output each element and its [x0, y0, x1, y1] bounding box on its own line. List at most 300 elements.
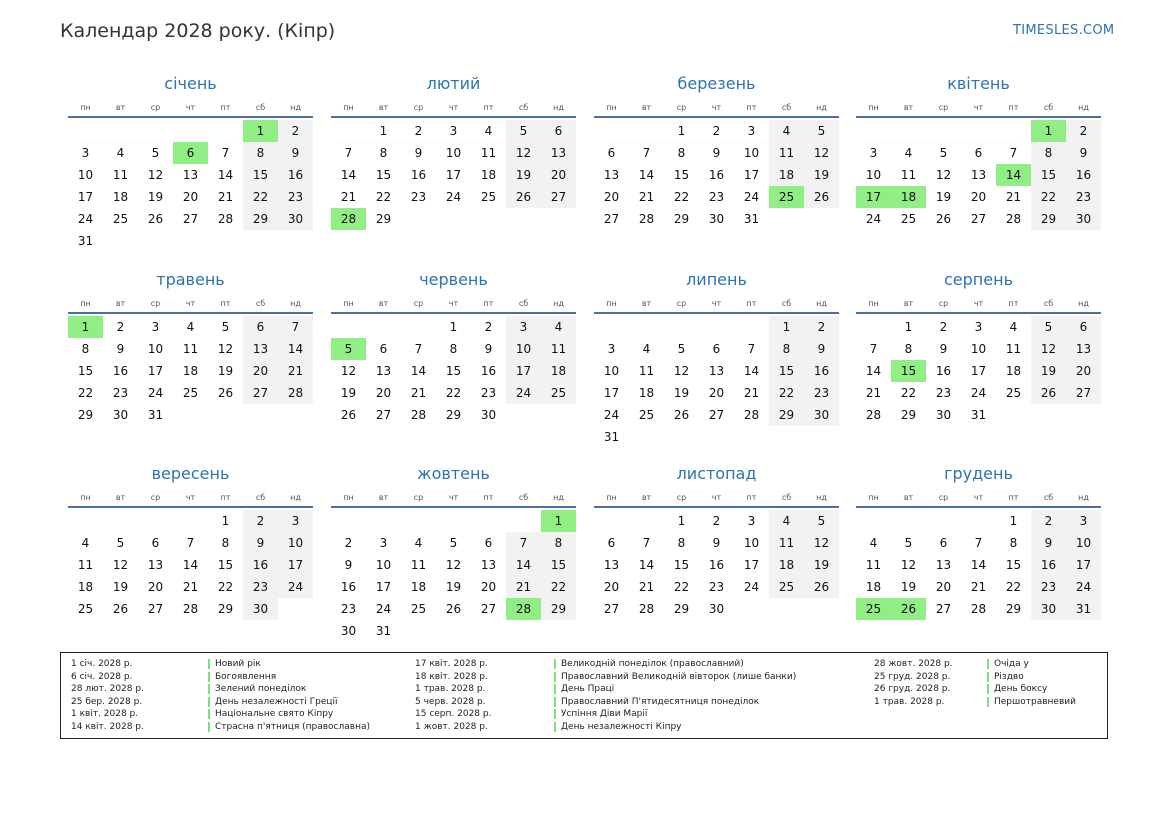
- legend-holiday-name: День незалежності Греції: [208, 697, 338, 707]
- day-cell: 1: [904, 320, 913, 334]
- weekday-label: чт: [448, 493, 459, 502]
- day-cell: 26: [804, 576, 839, 598]
- weekday-label: ср: [413, 493, 424, 502]
- day-cell: 22: [900, 386, 917, 400]
- day-cell: 27: [970, 212, 987, 226]
- day-cell: 17: [147, 364, 164, 378]
- day-cell: 24: [743, 580, 760, 594]
- day-cell: 13: [243, 338, 278, 360]
- day-cell: 19: [112, 580, 129, 594]
- month-block: [856, 73, 1101, 230]
- holiday-day: 17: [856, 186, 891, 208]
- day-cell: 30: [1031, 598, 1066, 620]
- day-cell: 29: [217, 602, 234, 616]
- legend-holiday-name: Успіння Діви Марії: [554, 709, 647, 719]
- day-cell: 15: [541, 554, 576, 576]
- day-cell: 2: [116, 320, 125, 334]
- weekday-label: чт: [711, 103, 722, 112]
- day-cell: 12: [340, 364, 357, 378]
- day-cell: 25: [182, 386, 199, 400]
- empty-cell: [138, 120, 173, 142]
- day-cell: 12: [1031, 338, 1066, 360]
- day-cell: 25: [480, 190, 497, 204]
- day-cell: 7: [642, 536, 651, 550]
- day-cell: 31: [743, 212, 760, 226]
- month-name: квітень: [947, 74, 1010, 93]
- day-cell: 13: [375, 364, 392, 378]
- day-cell: 6: [607, 146, 616, 160]
- day-cell: 10: [375, 558, 392, 572]
- weekday-label: ср: [938, 299, 949, 308]
- day-cell: 16: [804, 360, 839, 382]
- empty-cell: [856, 510, 891, 532]
- day-cell: 28: [1005, 212, 1022, 226]
- weekday-label: ср: [938, 103, 949, 112]
- day-cell: 21: [278, 360, 313, 382]
- day-cell: 18: [112, 190, 129, 204]
- day-cell: 8: [243, 142, 278, 164]
- day-cell: 28: [217, 212, 234, 226]
- day-cell: 12: [900, 558, 917, 572]
- day-cell: 10: [506, 338, 541, 360]
- weekday-label: вт: [115, 299, 126, 308]
- day-cell: 16: [243, 554, 278, 576]
- weekday-label: сб: [781, 103, 792, 112]
- day-cell: 2: [278, 120, 313, 142]
- day-cell: 4: [484, 124, 493, 138]
- day-cell: 6: [484, 536, 493, 550]
- weekday-label: нд: [816, 103, 827, 112]
- day-cell: 12: [217, 342, 234, 356]
- day-cell: 1: [221, 514, 230, 528]
- month-name: липень: [686, 270, 747, 289]
- day-cell: 10: [603, 364, 620, 378]
- day-cell: 28: [865, 408, 882, 422]
- day-cell: 24: [147, 386, 164, 400]
- day-cell: 21: [638, 190, 655, 204]
- weekday-label: пт: [1008, 493, 1019, 502]
- day-cell: 23: [1031, 576, 1066, 598]
- day-cell: 21: [340, 190, 357, 204]
- day-cell: 6: [541, 120, 576, 142]
- day-cell: 29: [1031, 208, 1066, 230]
- day-cell: 10: [865, 168, 882, 182]
- weekday-label: пн: [868, 493, 879, 502]
- holiday-day: 26: [891, 598, 926, 620]
- legend-date: 1 квіт. 2028 р.: [71, 709, 139, 719]
- day-cell: 11: [541, 338, 576, 360]
- legend-date: 6 січ. 2028 р.: [71, 671, 133, 682]
- weekday-label: вт: [115, 493, 126, 502]
- day-cell: 4: [1009, 320, 1018, 334]
- weekday-label: пт: [1008, 299, 1019, 308]
- day-cell: 25: [1005, 386, 1022, 400]
- weekday-label: чт: [448, 103, 459, 112]
- day-cell: 16: [340, 580, 357, 594]
- day-cell: 11: [410, 558, 427, 572]
- holiday-day: 15: [891, 360, 926, 382]
- day-cell: 12: [506, 142, 541, 164]
- day-cell: 18: [769, 554, 804, 576]
- day-cell: 5: [221, 320, 230, 334]
- day-cell: 17: [445, 168, 462, 182]
- day-cell: 29: [900, 408, 917, 422]
- empty-cell: [366, 316, 401, 338]
- day-cell: 3: [1066, 510, 1101, 532]
- day-cell: 24: [970, 386, 987, 400]
- day-cell: 22: [217, 580, 234, 594]
- day-cell: 23: [708, 190, 725, 204]
- day-cell: 29: [673, 602, 690, 616]
- weekday-label: вт: [641, 493, 652, 502]
- weekday-label: пн: [80, 299, 91, 308]
- holiday-day: 14: [996, 164, 1031, 186]
- day-cell: 7: [344, 146, 353, 160]
- day-cell: 9: [484, 342, 493, 356]
- day-cell: 17: [1066, 554, 1101, 576]
- day-cell: 10: [743, 146, 760, 160]
- day-cell: 14: [970, 558, 987, 572]
- day-cell: 4: [116, 146, 125, 160]
- weekday-label: чт: [973, 493, 984, 502]
- day-cell: 26: [506, 186, 541, 208]
- day-cell: 24: [375, 602, 392, 616]
- day-cell: 21: [182, 580, 199, 594]
- day-cell: 18: [480, 168, 497, 182]
- day-cell: 17: [603, 386, 620, 400]
- weekday-header: [331, 296, 576, 314]
- weekday-label: нд: [290, 493, 301, 502]
- day-cell: 27: [182, 212, 199, 226]
- day-cell: 17: [278, 554, 313, 576]
- day-cell: 7: [278, 316, 313, 338]
- day-cell: 24: [743, 190, 760, 204]
- legend-date: 1 жовт. 2028 р.: [415, 721, 488, 732]
- day-cell: 26: [1031, 382, 1066, 404]
- days-grid: [594, 510, 839, 620]
- empty-cell: [401, 316, 436, 338]
- day-cell: 26: [804, 186, 839, 208]
- day-cell: 9: [1066, 142, 1101, 164]
- day-cell: 9: [278, 142, 313, 164]
- day-cell: 28: [970, 602, 987, 616]
- day-cell: 7: [221, 146, 230, 160]
- weekday-label: сб: [518, 493, 529, 502]
- day-cell: 6: [974, 146, 983, 160]
- weekday-label: пт: [746, 103, 757, 112]
- day-cell: 31: [77, 234, 94, 248]
- day-cell: 11: [480, 146, 497, 160]
- day-cell: 19: [900, 580, 917, 594]
- day-cell: 21: [743, 386, 760, 400]
- weekday-label: ср: [938, 493, 949, 502]
- day-cell: 31: [603, 430, 620, 444]
- day-cell: 3: [607, 342, 616, 356]
- day-cell: 10: [77, 168, 94, 182]
- day-cell: 22: [445, 386, 462, 400]
- weekday-label: пт: [483, 103, 494, 112]
- day-cell: 7: [414, 342, 423, 356]
- day-cell: 11: [638, 364, 655, 378]
- day-cell: 12: [804, 532, 839, 554]
- day-cell: 2: [712, 124, 721, 138]
- day-cell: 18: [541, 360, 576, 382]
- day-cell: 7: [869, 342, 878, 356]
- weekday-label: вт: [903, 493, 914, 502]
- empty-cell: [401, 510, 436, 532]
- day-cell: 26: [112, 602, 129, 616]
- day-cell: 15: [1005, 558, 1022, 572]
- day-cell: 17: [506, 360, 541, 382]
- month-block: [68, 269, 313, 426]
- month-name: серпень: [944, 270, 1013, 289]
- day-cell: 5: [449, 536, 458, 550]
- day-cell: 8: [769, 338, 804, 360]
- empty-cell: [594, 316, 629, 338]
- day-cell: 12: [673, 364, 690, 378]
- weekday-label: вт: [378, 493, 389, 502]
- weekday-header: [856, 296, 1101, 314]
- day-cell: 4: [541, 316, 576, 338]
- page-title: Календар 2028 року. (Кіпр): [60, 20, 336, 42]
- weekday-label: чт: [185, 103, 196, 112]
- day-cell: 15: [673, 558, 690, 572]
- day-cell: 7: [506, 532, 541, 554]
- day-cell: 11: [769, 532, 804, 554]
- day-cell: 23: [278, 186, 313, 208]
- day-cell: 15: [217, 558, 234, 572]
- day-cell: 10: [445, 146, 462, 160]
- day-cell: 30: [278, 208, 313, 230]
- weekday-label: нд: [1078, 493, 1089, 502]
- day-cell: 8: [221, 536, 230, 550]
- day-cell: 28: [638, 212, 655, 226]
- weekday-label: чт: [711, 299, 722, 308]
- day-cell: 28: [410, 408, 427, 422]
- day-cell: 4: [769, 510, 804, 532]
- month-name: листопад: [676, 464, 757, 483]
- day-cell: 30: [1066, 208, 1101, 230]
- month-name: лютий: [426, 74, 481, 93]
- empty-cell: [664, 316, 699, 338]
- weekday-label: ср: [150, 493, 161, 502]
- day-cell: 31: [147, 408, 164, 422]
- weekday-label: пн: [868, 103, 879, 112]
- day-cell: 12: [804, 142, 839, 164]
- holiday-day: 1: [1031, 120, 1066, 142]
- day-cell: 3: [151, 320, 160, 334]
- weekday-label: нд: [816, 299, 827, 308]
- day-cell: 23: [340, 602, 357, 616]
- day-cell: 27: [1066, 382, 1101, 404]
- day-cell: 21: [217, 190, 234, 204]
- day-cell: 14: [340, 168, 357, 182]
- day-cell: 1: [1009, 514, 1018, 528]
- weekday-header: [594, 100, 839, 118]
- day-cell: 7: [642, 146, 651, 160]
- day-cell: 1: [677, 124, 686, 138]
- day-cell: 20: [147, 580, 164, 594]
- weekday-label: сб: [255, 299, 266, 308]
- empty-cell: [331, 316, 366, 338]
- day-cell: 24: [77, 212, 94, 226]
- day-cell: 1: [449, 320, 458, 334]
- day-cell: 15: [445, 364, 462, 378]
- empty-cell: [996, 120, 1031, 142]
- weekday-label: чт: [185, 299, 196, 308]
- day-cell: 23: [112, 386, 129, 400]
- month-block: [331, 463, 576, 642]
- empty-cell: [471, 510, 506, 532]
- day-cell: 26: [217, 386, 234, 400]
- weekday-label: вт: [641, 103, 652, 112]
- day-cell: 11: [769, 142, 804, 164]
- legend-date: 28 лют. 2028 р.: [71, 684, 144, 694]
- day-cell: 3: [379, 536, 388, 550]
- day-cell: 30: [708, 212, 725, 226]
- legend-holiday-name: Національне свято Кіпру: [208, 709, 333, 719]
- holiday-day: 28: [506, 598, 541, 620]
- empty-cell: [173, 510, 208, 532]
- empty-cell: [594, 510, 629, 532]
- month-block: [68, 463, 313, 620]
- day-cell: 14: [217, 168, 234, 182]
- legend-date: 25 бер. 2028 р.: [71, 696, 143, 707]
- day-cell: 30: [935, 408, 952, 422]
- day-cell: 23: [935, 386, 952, 400]
- legend-holiday-name: Різдво: [987, 672, 1024, 682]
- day-cell: 19: [340, 386, 357, 400]
- day-cell: 1: [379, 124, 388, 138]
- weekday-label: сб: [1043, 493, 1054, 502]
- day-cell: 25: [769, 576, 804, 598]
- day-cell: 17: [970, 364, 987, 378]
- day-cell: 5: [1031, 316, 1066, 338]
- weekday-label: сб: [1043, 299, 1054, 308]
- holiday-day: 1: [68, 316, 103, 338]
- day-cell: 20: [970, 190, 987, 204]
- weekday-label: пт: [220, 299, 231, 308]
- day-cell: 6: [939, 536, 948, 550]
- day-cell: 14: [410, 364, 427, 378]
- day-cell: 19: [147, 190, 164, 204]
- day-cell: 3: [747, 124, 756, 138]
- day-cell: 9: [414, 146, 423, 160]
- weekday-label: пт: [746, 493, 757, 502]
- legend-holiday-name: Очіда у: [987, 659, 1029, 669]
- day-cell: 14: [638, 558, 655, 572]
- weekday-label: нд: [1078, 103, 1089, 112]
- day-cell: 20: [541, 164, 576, 186]
- day-cell: 22: [77, 386, 94, 400]
- day-cell: 27: [375, 408, 392, 422]
- empty-cell: [208, 120, 243, 142]
- legend-holiday-name: Православний Великодній вівторок (лише банки): [554, 672, 796, 682]
- day-cell: 4: [869, 536, 878, 550]
- holiday-day: 5: [331, 338, 366, 360]
- day-cell: 27: [243, 382, 278, 404]
- day-cell: 21: [410, 386, 427, 400]
- day-cell: 14: [182, 558, 199, 572]
- day-cell: 22: [243, 186, 278, 208]
- empty-cell: [103, 120, 138, 142]
- day-cell: 26: [340, 408, 357, 422]
- legend-holiday-name: Великодній понеділок (православний): [554, 659, 744, 669]
- holiday-day: 18: [891, 186, 926, 208]
- empty-cell: [68, 510, 103, 532]
- weekday-label: пн: [80, 493, 91, 502]
- day-cell: 25: [410, 602, 427, 616]
- day-cell: 18: [1005, 364, 1022, 378]
- empty-cell: [856, 316, 891, 338]
- day-cell: 4: [414, 536, 423, 550]
- day-cell: 20: [935, 580, 952, 594]
- day-cell: 20: [375, 386, 392, 400]
- day-cell: 2: [804, 316, 839, 338]
- day-cell: 30: [112, 408, 129, 422]
- day-cell: 15: [77, 364, 94, 378]
- month-block: [331, 73, 576, 230]
- day-cell: 19: [217, 364, 234, 378]
- day-cell: 27: [147, 602, 164, 616]
- day-cell: 22: [673, 190, 690, 204]
- day-cell: 27: [708, 408, 725, 422]
- day-cell: 9: [344, 558, 353, 572]
- weekday-label: нд: [1078, 299, 1089, 308]
- day-cell: 30: [708, 602, 725, 616]
- day-cell: 20: [603, 190, 620, 204]
- weekday-label: вт: [641, 299, 652, 308]
- legend-date: 1 січ. 2028 р.: [71, 659, 133, 669]
- holiday-day: 25: [856, 598, 891, 620]
- day-cell: 2: [1031, 510, 1066, 532]
- day-cell: 19: [506, 164, 541, 186]
- legend-holiday-name: День незалежності Кіпру: [554, 722, 682, 732]
- day-cell: 14: [638, 168, 655, 182]
- weekday-label: пн: [343, 493, 354, 502]
- empty-cell: [926, 510, 961, 532]
- day-cell: 23: [1066, 186, 1101, 208]
- day-cell: 9: [939, 342, 948, 356]
- day-cell: 12: [147, 168, 164, 182]
- day-cell: 5: [151, 146, 160, 160]
- weekday-label: сб: [518, 103, 529, 112]
- weekday-label: ср: [676, 493, 687, 502]
- day-cell: 16: [708, 168, 725, 182]
- legend-date: 17 квіт. 2028 р.: [415, 659, 488, 669]
- site-link[interactable]: TIMESLES.COM: [1013, 23, 1115, 38]
- month-name: червень: [419, 270, 488, 289]
- legend-holiday-name: День боксу: [987, 684, 1047, 694]
- day-cell: 4: [769, 120, 804, 142]
- day-cell: 13: [603, 558, 620, 572]
- day-cell: 6: [151, 536, 160, 550]
- day-cell: 3: [278, 510, 313, 532]
- day-cell: 19: [1031, 360, 1066, 382]
- day-cell: 7: [974, 536, 983, 550]
- month-name: травень: [156, 270, 225, 289]
- day-cell: 25: [900, 212, 917, 226]
- legend-date: 18 квіт. 2028 р.: [415, 671, 488, 682]
- day-cell: 7: [186, 536, 195, 550]
- empty-cell: [68, 120, 103, 142]
- weekday-label: пн: [868, 299, 879, 308]
- day-cell: 22: [1005, 580, 1022, 594]
- day-cell: 5: [904, 536, 913, 550]
- day-cell: 21: [638, 580, 655, 594]
- holiday-day: 1: [541, 510, 576, 532]
- day-cell: 29: [243, 208, 278, 230]
